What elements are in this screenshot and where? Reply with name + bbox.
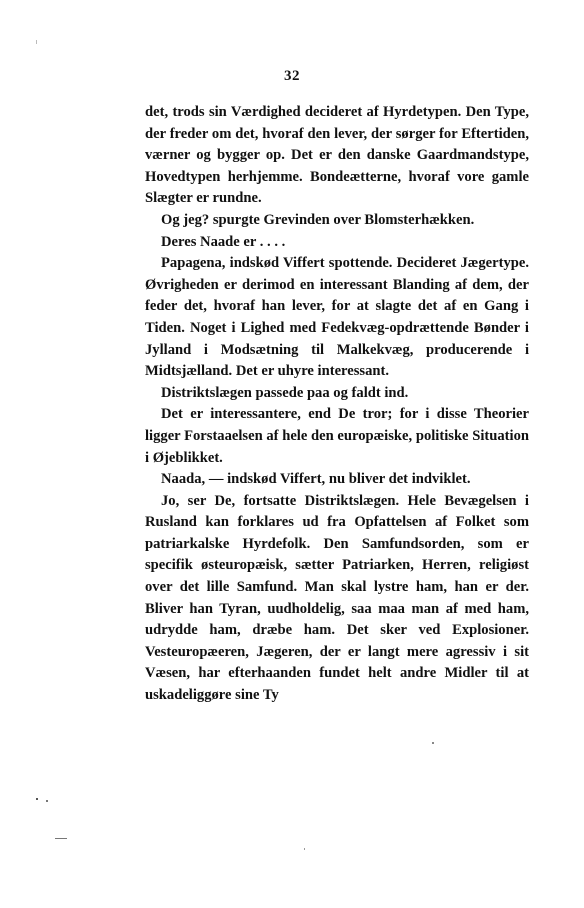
scan-speck: [36, 40, 37, 44]
scan-speck: [46, 800, 48, 802]
scan-speck: [304, 848, 305, 850]
paragraph: Distriktslægen passede paa og faldt ind.: [161, 384, 409, 401]
scan-speck: [36, 798, 38, 800]
paragraph: Det er interessantere, end De tror; for i disse Theorier ligger Forstaaelsen af hele den europæiske, politiske Situation i Øjeblikket.: [145, 406, 529, 466]
paragraph: Og jeg? spurgte Grevinden over Blomsterhækken.: [161, 211, 475, 228]
paragraph: Jo, ser De, fortsatte Distriktslægen. Hele Bevægelsen i Rusland kan forklares ud fra Opfattelsen af Folket som patriarkalske Hyrdefolk. Den Samfundsorden, som er specifik østeuropæisk, sætter Patriarken, Herren, religiøst over det lille Samfund. Man skal lystre ham, han er der. Bliver han Tyran, uudholdelig, saa maa man af med ham, udrydde ham, dræbe ham. Det sker ved Explosioner. Vesteuropæeren, Jægeren, der er langt mere agressiv i sit Væsen, har efterhaanden fundet helt andre Midler til at uskadeliggøre sine Ty: [145, 492, 529, 704]
paragraph: Papagena, indskød Viffert spottende. Decideret Jægertype. Øvrigheden er derimod en interessant Blanding af dem, der feder det, hvoraf han lever, for at slagte det af en Gang i Tiden. Noget i Lighed med Fedekvæg-opdrættende Bønder i Jylland i Modsætning til Malkekvæg, producerende i Midtsjælland. Det er uhyre interessant.: [145, 255, 529, 380]
paragraph: det, trods sin Værdighed decideret af Hyrdetypen. Den Type, der freder om det, hvoraf den lever, der sørger for Eftertiden, værner og bygger op. Det er den danske Gaardmandstype, Hovedtypen herhjemme. Bondeætterne, hvoraf vore gamle Slægter er rundne.: [145, 104, 529, 207]
paragraph: Deres Naade er . . . .: [161, 233, 286, 250]
body-text: [145, 102, 529, 707]
paragraph: Naada, — indskød Viffert, nu bliver det indviklet.: [161, 471, 471, 488]
page-number: 32: [284, 68, 300, 84]
scan-dash-mark: [55, 838, 67, 839]
scan-speck: [432, 742, 434, 744]
